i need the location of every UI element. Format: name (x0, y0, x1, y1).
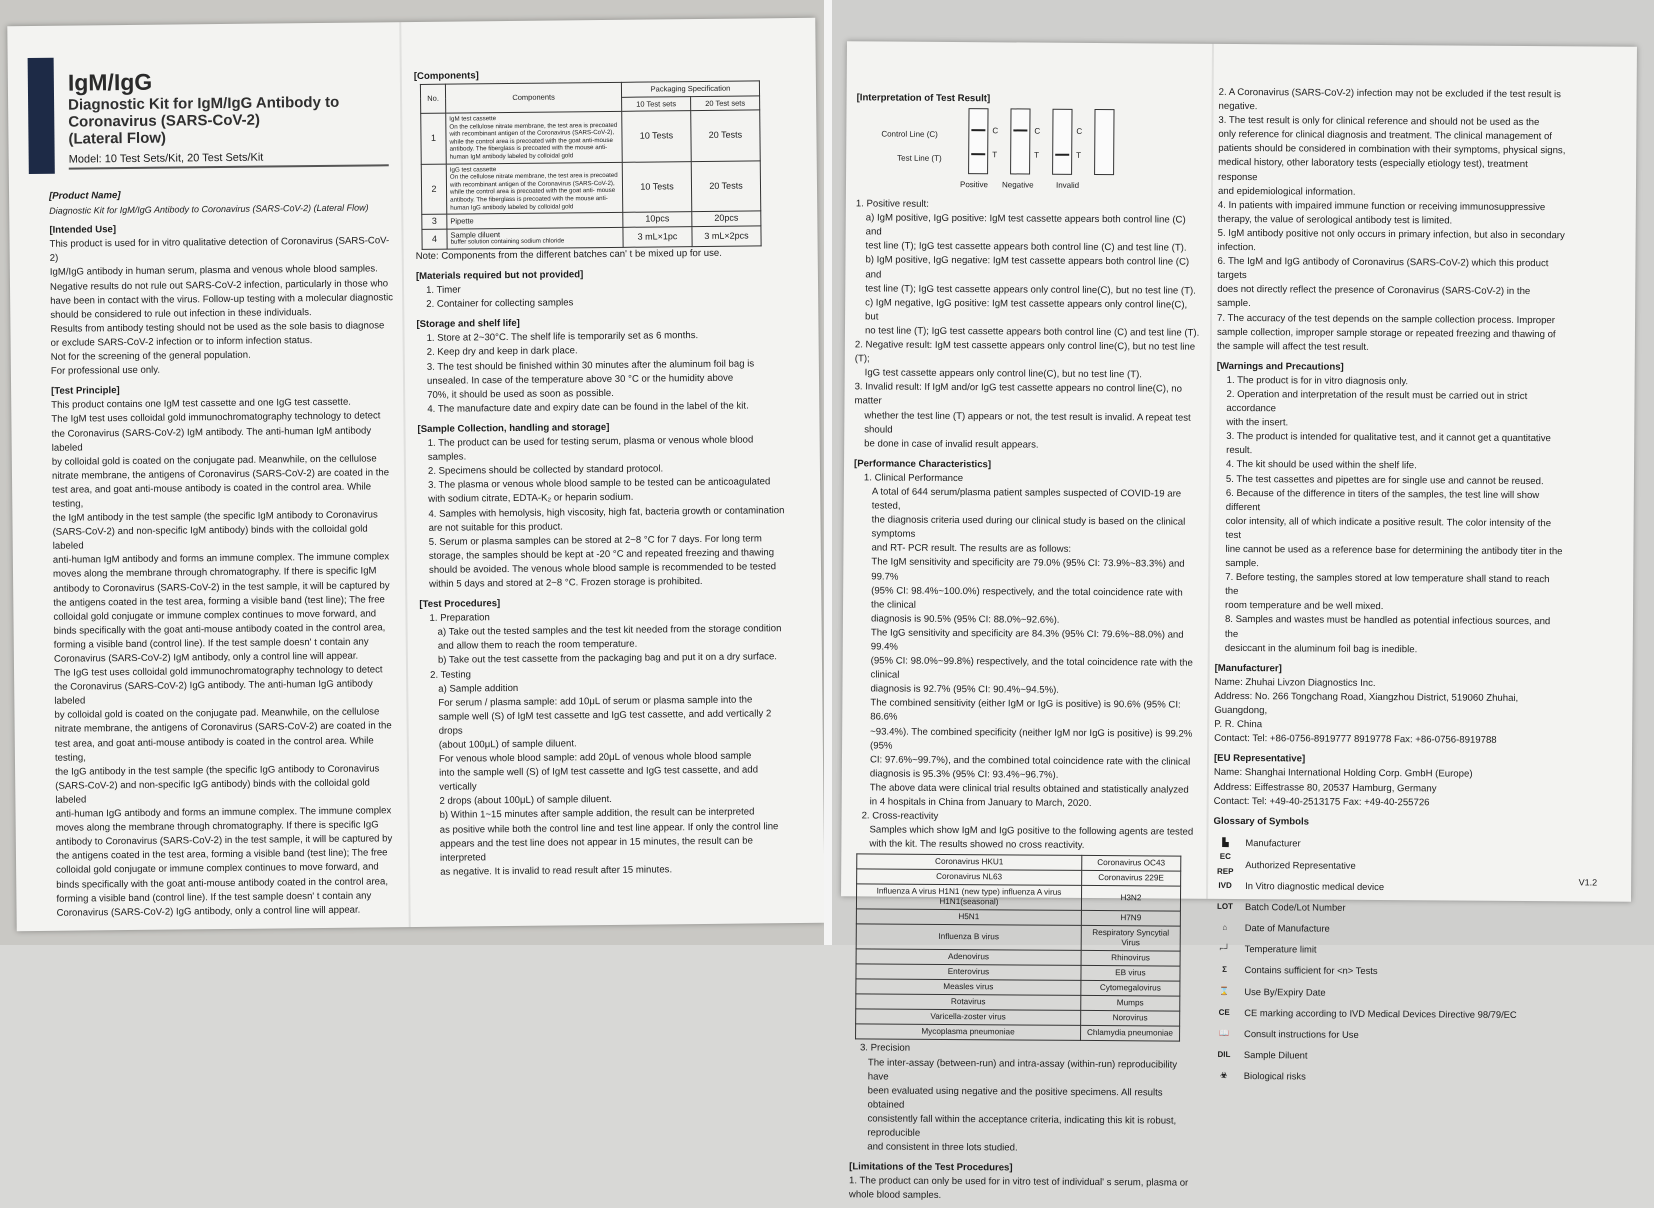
product-name-heading: [Product Name] (49, 190, 121, 202)
performance-line: with the kit. The results showed no cross reactivity. (869, 838, 1085, 852)
warnings-line: 1. The product is for in vitro diagnosis only. (1226, 374, 1409, 388)
right-photo (832, 0, 1654, 1202)
intended-use-line: Results from antibody testing should not be used as the sole basis to diagnose (50, 320, 385, 335)
warnings-line: with the insert. (1226, 417, 1289, 429)
component-name: Pipette (450, 216, 474, 226)
interpretation-line: 1. Positive result: (855, 198, 929, 210)
result-diagram (856, 105, 1202, 199)
eu-representative-line: Contact: Tel: +49-40-2513175 Fax: +49-40-255726 (1213, 795, 1430, 808)
test-principle-heading: [Test Principle] (51, 385, 120, 398)
cassette-label: Negative (1001, 180, 1034, 190)
glossary-row (1212, 1002, 1560, 1026)
model-line: Model: 10 Test Sets/Kit, 20 Test Sets/Kit (69, 150, 389, 169)
performance-line: The IgM sensitivity and specificity are 79.0% (95% CI: 73.9%~83.3%) and 99.7% (871, 556, 1185, 583)
test-procedures-line: (about 100μL) of sample diluent. (438, 738, 577, 751)
sample-collection-line: 4. Samples with hemolysis, high viscosity, high fat, bacteria growth or contamination (428, 504, 785, 520)
glossary-text: CE marking according to IVD Medical Devices Directive 98/79/EC (1244, 1006, 1517, 1020)
test-principle-line: This product contains one IgM test cassette and one IgG test cassette. (51, 396, 352, 412)
test-principle-line: by colloidal gold is coated on the conjugate pad. Meanwhile, on the cellulose (51, 453, 377, 468)
glossary-text: Authorized Representative (1245, 858, 1356, 871)
glossary-row (1213, 854, 1561, 878)
test-principle-line: antibody to Coronavirus (SARS-CoV-2) in the test sample, it will be captured by (53, 579, 390, 595)
test-principle-line: The IgG test uses colloidal gold immunochromatography technology to detect (54, 664, 383, 679)
performance-heading: [Performance Characteristics] (854, 458, 992, 471)
image-divider (824, 0, 832, 945)
manufacture-date-icon: ⌂ (1222, 922, 1228, 933)
limitations-line: whole blood samples. (848, 1189, 942, 1202)
test-procedures-line: into the sample well (S) of IgM test cassette and IgG test cassette, and add vertically (439, 764, 759, 794)
glossary-row (1212, 1066, 1560, 1090)
test-procedures-line: For serum / plasma sample: add 10μL of serum or plasma sample into the (438, 694, 753, 709)
temperature-limit-icon: ⌐┘ (1219, 944, 1230, 954)
interpretation-line: be done in case of invalid result appears. (864, 438, 1039, 451)
test-principle-line: forming a visible band (control line). If the test sample doesn' t contain any (53, 636, 369, 651)
manufacturer-heading: [Manufacturer] (1214, 662, 1282, 675)
interpretation-line: IgG test cassette appears only control line(C), but no test line (T). (864, 367, 1142, 381)
sample-collection-line: are not suitable for this product. (428, 521, 564, 534)
limitations-cont-line: medical history, other laboratory tests (especially etiology test), treatment response (1218, 157, 1528, 183)
right-column-1 (849, 85, 1202, 1205)
interpretation-line: 2. Negative result: IgM test cassette appears only control line(C), but no test line (T); (854, 339, 1196, 365)
component-detail: On the cellulose nitrate membrane, the test area is precoated with recombinant antigen of the Coronavirus (SARS-CoV-2), while the control area is precoated with the goat anti-mouse antibody. The fiberglass is precoated with the mouse anti-human IgM antibody labeled by colloidal gold (449, 121, 618, 161)
sample-collection-line: 1. The product can be used for testing serum, plasma or venous whole blood samples. (427, 434, 754, 463)
left-photo (0, 0, 824, 945)
agent-left: Measles virus (856, 979, 1081, 996)
sample-collection-line: with sodium citrate, EDTA-K₂ or heparin sodium. (428, 492, 634, 506)
agent-left: Coronavirus HKU1 (857, 854, 1082, 871)
intended-use-line: IgM/IgG antibody in human serum, plasma and venous whole blood samples. (49, 263, 378, 279)
performance-line: ~93.4%). The combined specificity (neither IgM nor IgG is positive) is 99.2% (95% (870, 725, 1193, 752)
interpretation-line: b) IgM positive, IgG negative: IgM test cassette appears both control line (C) and (865, 254, 1190, 281)
component-20: 20 Tests (691, 110, 761, 161)
test-procedures-line: sample well (S) of IgM test cassette and IgG test cassette, and add vertically 2 drops (438, 708, 772, 737)
limitations-cont-line: infection. (1217, 241, 1257, 254)
eu-representative-heading: [EU Representative] (1213, 753, 1306, 765)
limitations-cont-line: 2. A Coronavirus (SARS-CoV-2) infection may not be excluded if the test result is (1218, 86, 1562, 101)
precision-line: consistently fall within the acceptance criteria, indicating this kit is robust, reproducible (867, 1113, 1177, 1139)
precision-line: been evaluated using negative and the positive specimens. All results obtained (867, 1085, 1163, 1111)
glossary-row (1213, 896, 1561, 920)
component-10: 10 Tests (622, 111, 692, 162)
glossary-text: Manufacturer (1245, 837, 1301, 849)
test-procedures-line: 2. Testing (430, 668, 472, 681)
storage-heading: [Storage and shelf life] (416, 318, 520, 331)
precision-line: 3. Precision (859, 1042, 911, 1055)
agent-left: H5N1 (856, 909, 1081, 926)
materials-heading: [Materials required but not provided] (415, 269, 584, 282)
performance-line: diagnosis is 90.5% (95% CI: 88.0%~92.6%). (870, 613, 1060, 626)
component-20: 20 Tests (691, 161, 761, 212)
cassette-label: Positive (959, 180, 989, 190)
manufacturer-line: Name: Zhuhai Livzon Diagnostics Inc. (1214, 676, 1376, 689)
agent-right: Mumps (1081, 996, 1180, 1012)
warnings-line: 6. Because of the difference in titers of the samples, the test line will show different (1225, 487, 1540, 513)
intended-use-line: Negative results do not rule out SARS-CoV-2 infection, particularly in those who (49, 277, 389, 293)
test-procedures-line: appears and the test line does not appear in 15 minutes, the result can be interpreted (439, 835, 753, 864)
performance-line: CI: 97.6%~99.7%), and the combined total coincidence rate with the clinical (869, 754, 1191, 768)
limitations-cont-line: patients should be considered in combination with their symptoms, physical signs, (1218, 143, 1566, 157)
limitations-heading: [Limitations of the Test Procedures] (849, 1161, 1013, 1174)
test-procedures-line: 1. Preparation (429, 612, 490, 625)
agent-right: H7N9 (1081, 911, 1180, 927)
agent-left: Enterovirus (856, 964, 1081, 981)
component-desc (446, 111, 623, 163)
cross-reactivity-row (856, 1024, 1180, 1041)
component-10: 10pcs (623, 212, 692, 227)
agent-right: Respiratory Syncytial Virus (1081, 926, 1180, 952)
test-principle-line: the IgG antibody in the test sample (the specific IgG antibody to Coronavirus (55, 763, 380, 778)
storage-line: unsealed. In case of the temperature above 30 °C or the humidity above (426, 372, 734, 387)
test-principle-line: the antigens coated in the test area, forming a visible band (test line); The free (53, 593, 385, 609)
test-principle-line: binds specifically with the goat anti-mouse antibody coated in the control area, (56, 875, 389, 891)
intended-use-line: This product is used for in vitro qualitative detection of Coronavirus (SARS-CoV-2) (49, 235, 390, 265)
glossary-text: Batch Code/Lot Number (1244, 900, 1346, 913)
agent-right: Coronavirus OC43 (1082, 856, 1181, 872)
manufacturer-line: Contact: Tel: +86-0756-8919777 8919778 Fax: +86-0756-8919788 (1214, 733, 1497, 747)
agent-left: Influenza A virus H1N1 (new type) influenza A virus H1N1(seasonal) (856, 884, 1081, 911)
warnings-line: 7. Before testing, the samples stored at low temperature shall stand to reach the (1225, 572, 1550, 598)
test-principle-line: forming a visible band (control line). If the test sample doesn' t contain any (56, 890, 372, 905)
test-principle-line: anti-human IgM antibody and forms an immune complex. The immune complex (52, 551, 390, 567)
intended-use-line: or exclude SARS-CoV-2 infection or to inform infection status. (50, 335, 313, 349)
test-procedures-line: as negative. It is invalid to read result after 15 minutes. (440, 864, 673, 878)
glossary-row (1212, 1044, 1560, 1068)
limitations-cont-line: 7. The accuracy of the test depends on the sample collection process. Improper (1217, 312, 1556, 326)
col-packaging: Packaging Specification (621, 81, 759, 97)
col-10: 10 Test sets (622, 96, 691, 111)
test-procedures-line: a) Sample addition (438, 682, 519, 695)
precision-line: The inter-assay (between-run) and intra-assay (within-run) reproducibility have (867, 1056, 1178, 1083)
component-name: IgG test cassette (449, 165, 497, 174)
storage-line: 4. The manufacture date and expiry date can be found in the label of the kit. (427, 400, 749, 415)
performance-line: The combined sensitivity (either IgM or IgG is positive) is 90.6% (95% CI: 86.6% (870, 697, 1181, 724)
test-principle-line: anti-human IgG antibody and forms an immune complex. The immune complex (55, 805, 392, 820)
agent-left: Varicella-zoster virus (856, 1009, 1081, 1026)
ce-mark-icon: CE (1218, 1007, 1230, 1017)
glossary-text: Contains sufficient for <n> Tests (1244, 964, 1378, 977)
storage-line: 1. Store at 2~30°C. The shelf life is temporarily set as 6 months. (426, 330, 699, 345)
title-bar (28, 58, 55, 174)
component-20: 20pcs (692, 211, 761, 226)
component-row (421, 161, 761, 215)
warnings-line: color intensity, all of which indicate a positive result. The color intensity of the test (1225, 515, 1552, 541)
component-detail: On the cellulose nitrate membrane, the test area is precoated with recombinant antigen of the Coronavirus (SARS-CoV-2), while the control area is precoated with the goat anti- mouse antibody. The fiberglass is precoated with the mouse anti-human IgG antibody labeled by colloidal gold (449, 172, 618, 212)
performance-line: A total of 644 serum/plasma patient samples suspected of COVID-19 are tested, (871, 486, 1182, 512)
agent-right: H3N2 (1081, 886, 1180, 912)
test-procedures-line: b) Take out the test cassette from the packaging bag and put it on a dry surface. (437, 651, 778, 667)
warnings-line: room temperature and be well mixed. (1225, 600, 1384, 613)
limitations-cont-line: only reference for clinical diagnosis and treatment. The clinical management of (1218, 129, 1553, 143)
limitations-cont-line: negative. (1218, 100, 1258, 113)
agent-right: Rhinovirus (1081, 951, 1180, 967)
component-no: 3 (422, 214, 447, 229)
performance-line: in 4 hospitals in China from January to March, 2020. (869, 796, 1092, 810)
component-no: 4 (422, 229, 447, 249)
test-principle-line: moves along the membrane through chromatography. If there is specific IgM (52, 565, 377, 581)
manufacturer-line: Address: No. 266 Tongchang Road, Xiangzhou District, 519060 Zhuhai, Guangdong, (1214, 690, 1519, 717)
warnings-line: 4. The kit should be used within the shelf life. (1226, 459, 1417, 472)
agent-left: Adenovirus (856, 949, 1081, 966)
test-principle-line: Coronavirus (SARS-CoV-2) IgG antibody, only a control line will appear. (56, 904, 361, 919)
performance-line: diagnosis is 92.7% (95% CI: 90.4%~94.5%). (870, 683, 1060, 697)
right-column-2 (1212, 86, 1567, 1089)
agent-right: Chlamydia pneumoniae (1080, 1026, 1179, 1042)
warnings-line: desiccant in the aluminum foil bag is inedible. (1224, 642, 1418, 655)
test-letter: T (1076, 150, 1082, 160)
interpretation-line: 3. Invalid result: If IgM and/or IgG test cassette appears no control line(C), no matter (854, 381, 1183, 407)
glossary-text: Sample Diluent (1243, 1049, 1308, 1061)
interpretation-line: no test line (T); IgG test cassette appears both control line (C) and test line (T). (864, 325, 1200, 339)
limitations-cont-line: 3. The test result is only for clinical reference and should not be used as the (1218, 115, 1540, 129)
diluent-icon: DIL (1217, 1050, 1231, 1060)
left-column-1 (49, 180, 402, 920)
test-principle-line: nitrate membrane, the antigens of Coronavirus (SARS-CoV-2) are coated in the (54, 720, 392, 736)
components-table (420, 80, 762, 249)
eu-representative-line: Name: Shanghai International Holding Corp. GmbH (Europe) (1213, 767, 1473, 781)
warnings-line: 3. The product is intended for qualitative test, and it cannot get a quantitative result. (1226, 431, 1551, 457)
limitations-cont-line: the sample will affect the test result. (1216, 340, 1369, 353)
glossary-text: Use By/Expiry Date (1244, 985, 1326, 998)
leaflet-back (841, 41, 1637, 1202)
performance-line: The IgG sensitivity and specificity are 84.3% (95% CI: 79.6%~88.0%) and 99.4% (870, 627, 1184, 653)
brand-block (68, 66, 389, 169)
result-cassette (1052, 109, 1072, 175)
warnings-line: sample. (1225, 558, 1259, 570)
storage-line: 2. Keep dry and keep in dark place. (426, 345, 578, 359)
sample-collection-line: should be avoided. The venous whole blood sample is recommended to be tested (428, 561, 777, 576)
performance-line: 1. Clinical Performance (863, 472, 964, 484)
glossary-text: Biological risks (1243, 1070, 1306, 1082)
interpretation-line: whether the test line (T) appears or not, the test result is invalid. A repeat test should (864, 409, 1191, 436)
limitations-cont-line: sample collection, improper sample storage or repeated freezing and thawing of (1216, 326, 1556, 340)
left-column-2 (414, 60, 793, 880)
intended-use-line: should be considered to rule out infection in these individuals. (50, 306, 312, 321)
glossary-row (1213, 833, 1561, 857)
limitations-cont-line: 5. IgM antibody positive not only occurs in primary infection, but also in secondary (1217, 227, 1565, 242)
materials-line: 1. Timer (426, 284, 461, 296)
test-line-label: Test Line (T) (897, 153, 942, 164)
test-principle-line: colloidal gold conjugate or immune complex continues to move forward, and (56, 861, 379, 877)
test-principle-line: The IgM test uses colloidal gold immunochromatography technology to detect (51, 410, 381, 426)
test-principle-line: test area, and goat anti-mouse antibody is coated in the control area. While testing, (54, 735, 374, 764)
agent-left: Mycoplasma pneumoniae (856, 1024, 1081, 1041)
product-title: IgM/IgG (67, 68, 153, 96)
sample-collection-line: within 5 days and stored at 2~8 °C. Frozen storage is prohibited. (429, 575, 703, 590)
component-desc (447, 227, 623, 249)
interpretation-line: test line (T); IgG test cassette appears only control line(C), but no test line (T). (865, 283, 1196, 297)
col-components: Components (445, 82, 621, 113)
test-principle-line: the IgM antibody in the test sample (the specific IgM antibody to Coronavirus (52, 509, 378, 524)
result-cassette (1010, 108, 1030, 174)
agent-right: EB virus (1081, 966, 1180, 982)
component-row (421, 110, 761, 164)
component-no: 1 (421, 113, 447, 164)
test-letter: T (992, 150, 998, 160)
glossary-text: In Vitro diagnostic medical device (1245, 879, 1385, 892)
performance-line: 2. Cross-reactivity (861, 810, 939, 823)
performance-line: diagnosis is 95.3% (95% CI: 93.4%~96.7%). (869, 768, 1059, 781)
test-principle-line: the antigens coated in the test area, forming a visible band (test line); The free (55, 847, 388, 863)
product-name-text: Diagnostic Kit for IgM/IgG Antibody to Coronavirus (SARS-CoV-2) (Lateral Flow) (49, 202, 369, 216)
intended-use-line: Not for the screening of the general population. (50, 349, 251, 363)
test-principle-line: Coronavirus (SARS-CoV-2) IgM antibody, only a control line will appear. (53, 650, 359, 665)
warnings-line: line cannot be used as a reference base for determining the antibody titer in the (1225, 543, 1563, 558)
glossary-text: Date of Manufacture (1244, 922, 1330, 934)
test-line-mark (1055, 154, 1069, 156)
components-note: Note: Components from the different batches can' t be mixed up for use. (415, 247, 722, 262)
eu-representative-line: Address: Eiffestrasse 80, 20537 Hamburg, Germany (1213, 781, 1437, 794)
intended-use-heading: [Intended Use] (49, 224, 117, 237)
agent-left: Rotavirus (856, 994, 1081, 1011)
glossary-text: Temperature limit (1244, 943, 1317, 955)
interpretation-line: a) IgM positive, IgG positive: IgM test cassette appears both control line (C) and (865, 212, 1186, 238)
control-line-label: Control Line (C) (881, 129, 938, 139)
sample-collection-line: 5. Serum or plasma samples can be stored at 2~8 °C for 7 days. For long term (428, 533, 762, 548)
test-principle-line: (SARS-CoV-2) and non-specific IgG antibody) binds with the colloidal gold labeled (55, 777, 370, 806)
test-line-mark (971, 153, 985, 155)
test-principle-line: the Coronavirus (SARS-CoV-2) IgG antibody. The anti-human IgG antibody labeled (54, 678, 373, 708)
performance-line: and RT- PCR result. The results are as follows: (871, 542, 1072, 556)
glossary-row (1212, 1023, 1560, 1047)
sufficient-for-icon: Σ (1222, 965, 1227, 975)
interpretation-heading: [Interpretation of Test Result] (856, 92, 991, 105)
test-procedures-line: as positive while both the control line and test line appear. If only the control line (439, 820, 779, 836)
manufacturer-line: P. R. China (1214, 718, 1263, 731)
glossary-row (1213, 939, 1561, 963)
component-detail: buffer solution containing sodium chloride (450, 237, 565, 246)
test-principle-line: by colloidal gold is coated on the conjugate pad. Meanwhile, on the cellulose (54, 706, 380, 722)
result-cassette (1094, 109, 1114, 175)
col-20: 20 Test sets (691, 95, 760, 110)
glossary-row (1212, 960, 1560, 984)
agent-right: Norovirus (1080, 1011, 1179, 1027)
limitations-cont-line: and epidemiological information. (1217, 185, 1356, 198)
components-heading: [Components] (413, 70, 479, 83)
test-procedures-line: For venous whole blood sample: add 20μL of venous whole blood sample (438, 750, 752, 765)
glossary-text: Consult instructions for Use (1244, 1028, 1359, 1040)
test-procedures-heading: [Test Procedures] (419, 598, 501, 611)
book-icon: 📖 (1219, 1028, 1230, 1038)
test-procedures-line: a) Take out the tested samples and the test kit needed from the storage condition (437, 623, 782, 639)
cross-reactivity-row (856, 884, 1180, 911)
sample-collection-line: 3. The plasma or venous whole blood sample to be tested can be anticoagulated (428, 476, 771, 492)
test-letter: T (1034, 150, 1040, 160)
leaflet-front (7, 18, 824, 931)
biohazard-icon: ☣ (1220, 1071, 1228, 1081)
cross-reactivity-row (856, 924, 1180, 951)
control-letter: C (1076, 126, 1083, 136)
glossary-row (1213, 917, 1561, 941)
intended-use-line: have been in contact with the virus. Follow-up testing with a molecular diagnostic (50, 291, 394, 307)
performance-line: The above data were clinical trial results obtained and statistically analyzed (869, 782, 1189, 796)
storage-line: 70%, it should be used as soon as possible. (427, 387, 614, 401)
limitations-cont-line: 6. The IgM and IgG antibody of Coronavirus (SARS-CoV-2) which this product targets (1217, 255, 1549, 282)
sample-collection-line: 2. Specimens should be collected by standard protocol. (427, 463, 664, 478)
control-line-mark (1013, 130, 1027, 132)
precision-line: and consistent in three lots studied. (867, 1141, 1018, 1154)
interpretation-line: test line (T); IgG test cassette appears both control line (C) and test line (T). (865, 240, 1187, 255)
agent-left: Coronavirus NL63 (857, 869, 1082, 886)
storage-line: 3. The test should be finished within 30 minutes after the aluminum foil bag is (426, 358, 755, 373)
performance-line: the diagnosis criteria used during our clinical study is based on the clinical symptoms (871, 514, 1186, 540)
test-principle-line: binds specifically with the goat anti-mouse antibody coated in the control area, (53, 622, 386, 637)
sample-collection-line: storage, the samples should be kept at -20 °C and repeated freezing and thawing (428, 547, 775, 562)
test-procedures-line: 2 drops (about 100μL) of sample diluent. (439, 794, 612, 808)
control-letter: C (992, 126, 999, 136)
limitations-cont-line: does not directly reflect the presence of Coronavirus (SARS-CoV-2) in the sample. (1217, 284, 1531, 310)
warnings-line: 8. Samples and wastes must be handled as potential infectious sources, and the (1224, 614, 1551, 640)
performance-line: (95% CI: 98.4%~100.0%) respectively, and the total coincidence rate with the clinical (871, 585, 1183, 611)
warnings-line: 5. The test cassettes and pipettes are for single use and cannot be reused. (1225, 473, 1544, 487)
sample-collection-heading: [Sample Collection, handling and storage] (417, 421, 610, 435)
test-principle-line: antibody to Coronavirus (SARS-CoV-2) in the test sample, it will be captured by (55, 833, 393, 849)
cassette-label: Invalid (1055, 180, 1080, 190)
test-principle-line: moves along the membrane through chromatography. If there is specific IgG (55, 819, 379, 834)
ec-rep-icon: EC REP (1216, 852, 1234, 876)
test-principle-line: (SARS-CoV-2) and non-specific IgM antibody) binds with the colloidal gold labeled (52, 523, 368, 553)
materials-line: 2. Container for collecting samples (426, 297, 574, 311)
agent-right: Cytomegalovirus (1081, 981, 1180, 997)
limitations-cont-line: therapy, the value of serological antibody test is limited. (1217, 213, 1453, 227)
performance-line: Samples which show IgM and IgG positive to the following agents are tested (869, 824, 1194, 838)
col-no: No. (420, 84, 445, 113)
test-procedures-line: b) Within 1~15 minutes after sample addition, the result can be interpreted (439, 806, 755, 822)
component-name: Sample diluent (450, 229, 501, 240)
hourglass-icon: ⌛ (1219, 986, 1230, 996)
cross-reactivity-table (855, 854, 1181, 1042)
warnings-heading: [Warnings and Precautions] (1216, 360, 1344, 373)
factory-icon: ▙ (1222, 838, 1229, 848)
test-procedures-line: and allow them to reach the room temperature. (437, 639, 638, 653)
ivd-icon: IVD (1218, 880, 1232, 890)
component-20: 3 mL×2pcs (692, 226, 761, 247)
interpretation-line: c) IgM negative, IgG positive: IgM test cassette appears only control line(C), but (865, 297, 1188, 323)
component-10: 3 mL×1pc (623, 226, 692, 247)
version-label: V1.2 (1578, 877, 1598, 888)
test-principle-line: test area, and goat anti-mouse antibody is coated in the control area. While testing, (52, 481, 372, 510)
product-subtitle-3: (Lateral Flow) (68, 129, 167, 148)
glossary-row (1213, 875, 1561, 899)
component-name: IgM test cassette (449, 115, 497, 123)
test-principle-line: colloidal gold conjugate or immune complex continues to move forward, and (53, 608, 377, 623)
control-letter: C (1034, 126, 1041, 136)
component-desc (446, 162, 623, 214)
result-cassette (968, 108, 988, 174)
limitations-line: 1. The product can only be used for in vitro test of individual' s serum, plasma or (848, 1175, 1189, 1189)
glossary-heading: Glossary of Symbols (1213, 815, 1310, 828)
intended-use-line: For professional use only. (50, 364, 161, 377)
agent-left: Influenza B virus (856, 924, 1081, 951)
agent-right: Coronavirus 229E (1081, 871, 1180, 887)
control-line-mark (971, 129, 985, 131)
test-principle-line: nitrate membrane, the antigens of Coronavirus (SARS-CoV-2) are coated in the (51, 467, 390, 482)
product-subtitle-2: Coronavirus (SARS-CoV-2) (68, 111, 261, 131)
lot-icon: LOT (1216, 901, 1233, 911)
component-row (422, 226, 761, 250)
component-no: 2 (421, 164, 447, 215)
performance-line: (95% CI: 98.0%~99.8%) respectively, and the total coincidence rate with the clinical (870, 655, 1193, 681)
component-10: 10 Tests (622, 161, 692, 212)
limitations-cont-line: 4. In patients with impaired immune function or receiving immunosuppressive (1217, 199, 1546, 213)
product-subtitle-1: Diagnostic Kit for IgM/IgG Antibody to (68, 93, 340, 114)
warnings-line: 2. Operation and interpretation of the result must be carried out in strict accordance (1226, 388, 1528, 415)
glossary-row (1212, 981, 1560, 1005)
test-principle-line: the Coronavirus (SARS-CoV-2) IgM antibody. The anti-human IgM antibody labeled (51, 424, 372, 454)
